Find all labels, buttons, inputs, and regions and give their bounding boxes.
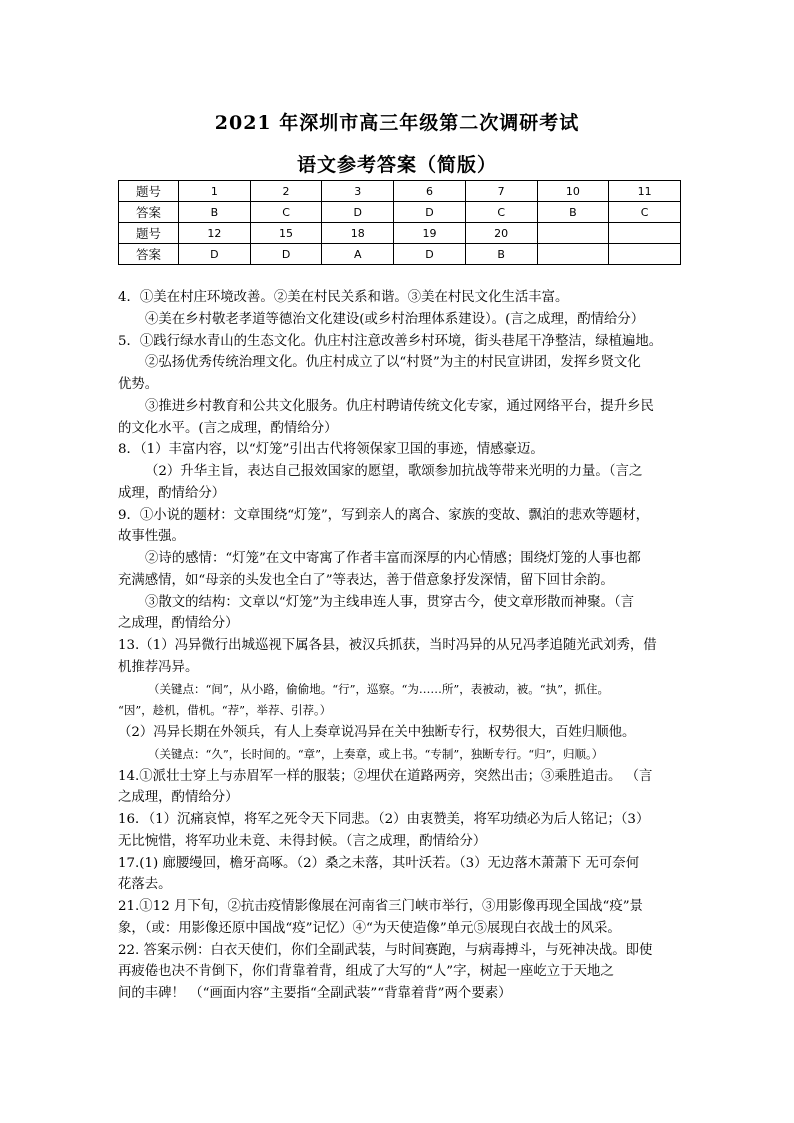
table-cell: 10 bbox=[537, 181, 609, 202]
document-subtitle: 语文参考答案（简版） bbox=[296, 154, 497, 176]
answer-table bbox=[118, 180, 681, 265]
table-cell bbox=[537, 244, 609, 265]
table-row bbox=[119, 223, 681, 244]
answer-line: 象，（或：用影像还原中国战“疫”记忆）④“为天使造像”单元⑤展现白衣战士的风采。 bbox=[118, 920, 621, 936]
table-cell: 11 bbox=[609, 181, 681, 202]
table-cell: 20 bbox=[465, 223, 537, 244]
answer-line: 13.（1）冯异微行出城巡视下属各县，被汉兵抓获，当时冯异的从兄冯孝追随光武刘秀，借 bbox=[118, 638, 657, 653]
table-cell: 2 bbox=[250, 181, 322, 202]
answer-line: 故事性强。 bbox=[118, 529, 185, 545]
table-row-header: 题号 bbox=[119, 181, 179, 202]
answer-line: （关键点：“间”，从小路，偷偷地。“行”，巡察。“为……所”，表被动，被。“执”，抓住。 bbox=[148, 681, 610, 696]
answer-line: 无比惋惜，将军功业未竟、未得封候。（言之成理，酌情给分） bbox=[118, 833, 487, 849]
table-cell: A bbox=[322, 244, 394, 265]
answer-line: “因”，趁机，借机。“荐”，举荐、引荐。） bbox=[118, 703, 332, 718]
answer-body bbox=[118, 287, 680, 1005]
answer-line: 17.(1) 廊腰缦回，檐牙高啄。（2）桑之未落，其叶沃若。（3）无边落木萧萧下 无可奈何 bbox=[118, 855, 640, 871]
table-cell: D bbox=[394, 244, 466, 265]
answer-line: （2）冯异长期在外领兵，有人上奏章说冯异在关中独断专行，权势很大，百姓归顺他。 bbox=[118, 725, 636, 740]
table-row bbox=[119, 181, 681, 202]
answer-line: 花落去。 bbox=[118, 877, 172, 893]
answer-line: 8．（1）丰富内容，以“灯笼”引出古代将领保家卫国的事迹，情感豪迈。 bbox=[118, 442, 544, 458]
table-row-header: 题号 bbox=[119, 223, 179, 244]
table-cell bbox=[537, 223, 609, 244]
table-cell: 15 bbox=[250, 223, 322, 244]
answer-line: 21.①12 月下旬，②抗击疫情影像展在河南省三门峡市举行，③用影像再现全国战“疫”景 bbox=[118, 899, 643, 914]
answer-line: 的文化水平。(言之成理，酌情给分） bbox=[118, 420, 338, 436]
table-cell: D bbox=[250, 244, 322, 265]
table-cell bbox=[609, 223, 681, 244]
table-cell: D bbox=[322, 202, 394, 223]
table-cell: 6 bbox=[394, 181, 466, 202]
table-cell: 18 bbox=[322, 223, 394, 244]
table-cell: D bbox=[394, 202, 466, 223]
answer-line: 充满感情，如“母亲的头发也全白了”等表达，善于借意象抒发深情，留下回甘余韵。 bbox=[118, 572, 614, 588]
answer-line: 机推荐冯异。 bbox=[118, 659, 199, 675]
table-cell: C bbox=[609, 202, 681, 223]
table-cell: 19 bbox=[394, 223, 466, 244]
table-cell: B bbox=[465, 244, 537, 265]
answer-line: ④美在乡村敬老孝道等德治文化建设(或乡村治理体系建设）。(言之成理，酌情给分） bbox=[145, 311, 645, 327]
table-cell: 1 bbox=[179, 181, 251, 202]
table-cell: 3 bbox=[322, 181, 394, 202]
answer-line: ③推进乡村教育和公共文化服务。仇庄村聘请传统文化专家，通过网络平台，提升乡民 bbox=[145, 398, 654, 414]
table-cell: B bbox=[537, 202, 609, 223]
table-cell: 7 bbox=[465, 181, 537, 202]
table-row-header: 答案 bbox=[119, 202, 179, 223]
table-row bbox=[119, 202, 681, 223]
answer-line: 9．①小说的题材：文章围绕“灯笼”，写到亲人的离合、家族的变故、飘泊的悲欢等题材， bbox=[118, 507, 650, 523]
table-cell: B bbox=[179, 202, 251, 223]
table-cell: D bbox=[179, 244, 251, 265]
answer-line: ②诗的感情：“灯笼”在文中寄寓了作者丰富而深厚的内心情感；围绕灯笼的人事也都 bbox=[145, 551, 641, 566]
table-cell: 12 bbox=[179, 223, 251, 244]
answer-line: 16．（1）沉痛哀悼，将军之死令天下同悲。（2）由衷赞美，将军功绩必为后人铭记；（3） bbox=[118, 812, 650, 827]
table-cell bbox=[609, 244, 681, 265]
answer-line: 之成理，酌情给分） bbox=[118, 790, 239, 806]
answer-line: 22. 答案示例：白衣天使们，你们全副武装，与时间赛跑，与病毒搏斗，与死神决战。即使 bbox=[118, 942, 653, 958]
answer-line: 间的丰碑！ （“画面内容”主要指“全副武装”“背靠着背”两个要素） bbox=[118, 986, 512, 1001]
document-title: 2021 年深圳市高三年级第二次调研考试 bbox=[214, 112, 580, 134]
table-cell: C bbox=[465, 202, 537, 223]
answer-line: 之成理，酌情给分） bbox=[118, 616, 239, 632]
answer-line: 14.①派壮士穿上与赤眉军一样的服装；②埋伏在道路两旁，突然出击；③乘胜追击。 （言 bbox=[118, 768, 653, 784]
table-cell: C bbox=[250, 202, 322, 223]
answer-line: ②弘扬优秀传统治理文化。仇庄村成立了以“村贤”为主的村民宣讲团，发挥乡贤文化 bbox=[145, 355, 641, 371]
table-row-header: 答案 bbox=[119, 244, 179, 265]
answer-line: ③散文的结构：文章以“灯笼”为主线串连人事，贯穿古今，使文章形散而神聚。（言 bbox=[145, 594, 635, 610]
answer-line: 再疲倦也决不肯倒下，你们背靠着背，组成了大写的“人”字，树起一座屹立于天地之 bbox=[118, 964, 614, 980]
answer-line: （2）升华主旨，表达自己报效国家的愿望，歌颂参加抗战等带来光明的力量。（言之 bbox=[145, 464, 643, 479]
answer-line: 4．①美在村庄环境改善。②美在村民关系和谐。③美在村民文化生活丰富。 bbox=[118, 290, 569, 305]
answer-line: 优势。 bbox=[118, 377, 159, 392]
answer-line: 5．①践行绿水青山的生态文化。仇庄村注意改善乡村环境，街头巷尾干净整洁，绿植遍地。 bbox=[118, 333, 663, 349]
table-row bbox=[119, 244, 681, 265]
answer-line: （关键点：“久”，长时间的。“章”，上奏章，或上书。“专制”，独断专行。“归”，归顺。） bbox=[148, 746, 604, 761]
answer-line: 成理，酌情给分） bbox=[118, 485, 226, 501]
